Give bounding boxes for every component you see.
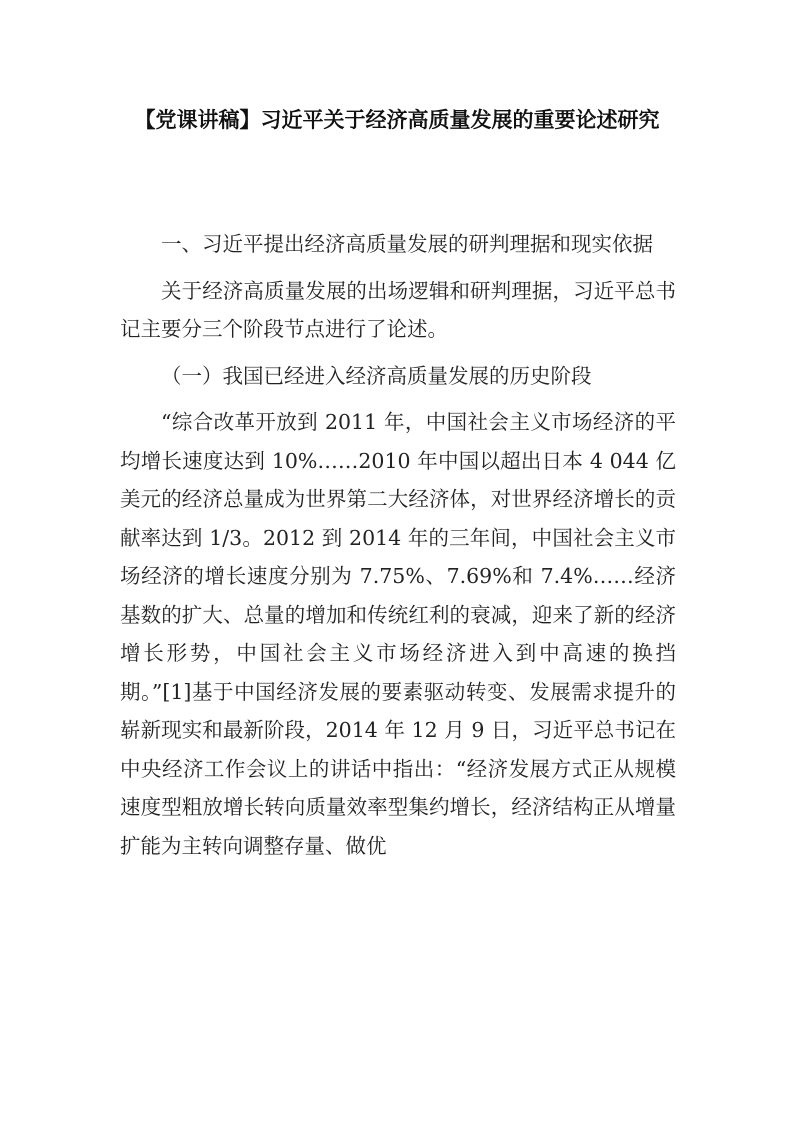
document-body [120,225,676,873]
section-heading: 一、习近平提出经济高质量发展的研判理据和现实依据 [161,232,653,256]
body-paragraph: “综合改革开放到 2011 年，中国社会主义市场经济的平均增长速度达到 10%……2010 年中国以超出日本 4 044 亿美元的经济总量成为世界第二大经济体，对世界经济增长的贡献率达到 1/3。2012 到 2014 年的三年间，中国社会主义市场经济的增长速度分别为 7.75%、7.69%和 7.4%……经济基数的扩大、总量的增加和传统红利的衰减，迎来了新的经济增长形势，中国社会主义市场经济进入到中高速的换挡期。”[1]基于中国经济发展的要素驱动转变、发展需求提升的崭新现实和最新阶段，2014 年 12 月 9 日，习近平总书记在中央经济工作会议上的讲话中指出：“经济发展方式正从规模速度型粗放增长转向质量效率型集约增长，经济结构正从增量扩能为主转向调整存量、做优 [120,410,676,858]
subsection-heading: （一）我国已经进入经济高质量发展的历史阶段 [161,363,592,388]
body-paragraph: 关于经济高质量发展的出场逻辑和研判理据，习近平总书记主要分三个阶段节点进行了论述。 [120,278,676,341]
document-title: 【党课讲稿】习近平关于经济高质量发展的重要论述研究 [134,108,660,132]
